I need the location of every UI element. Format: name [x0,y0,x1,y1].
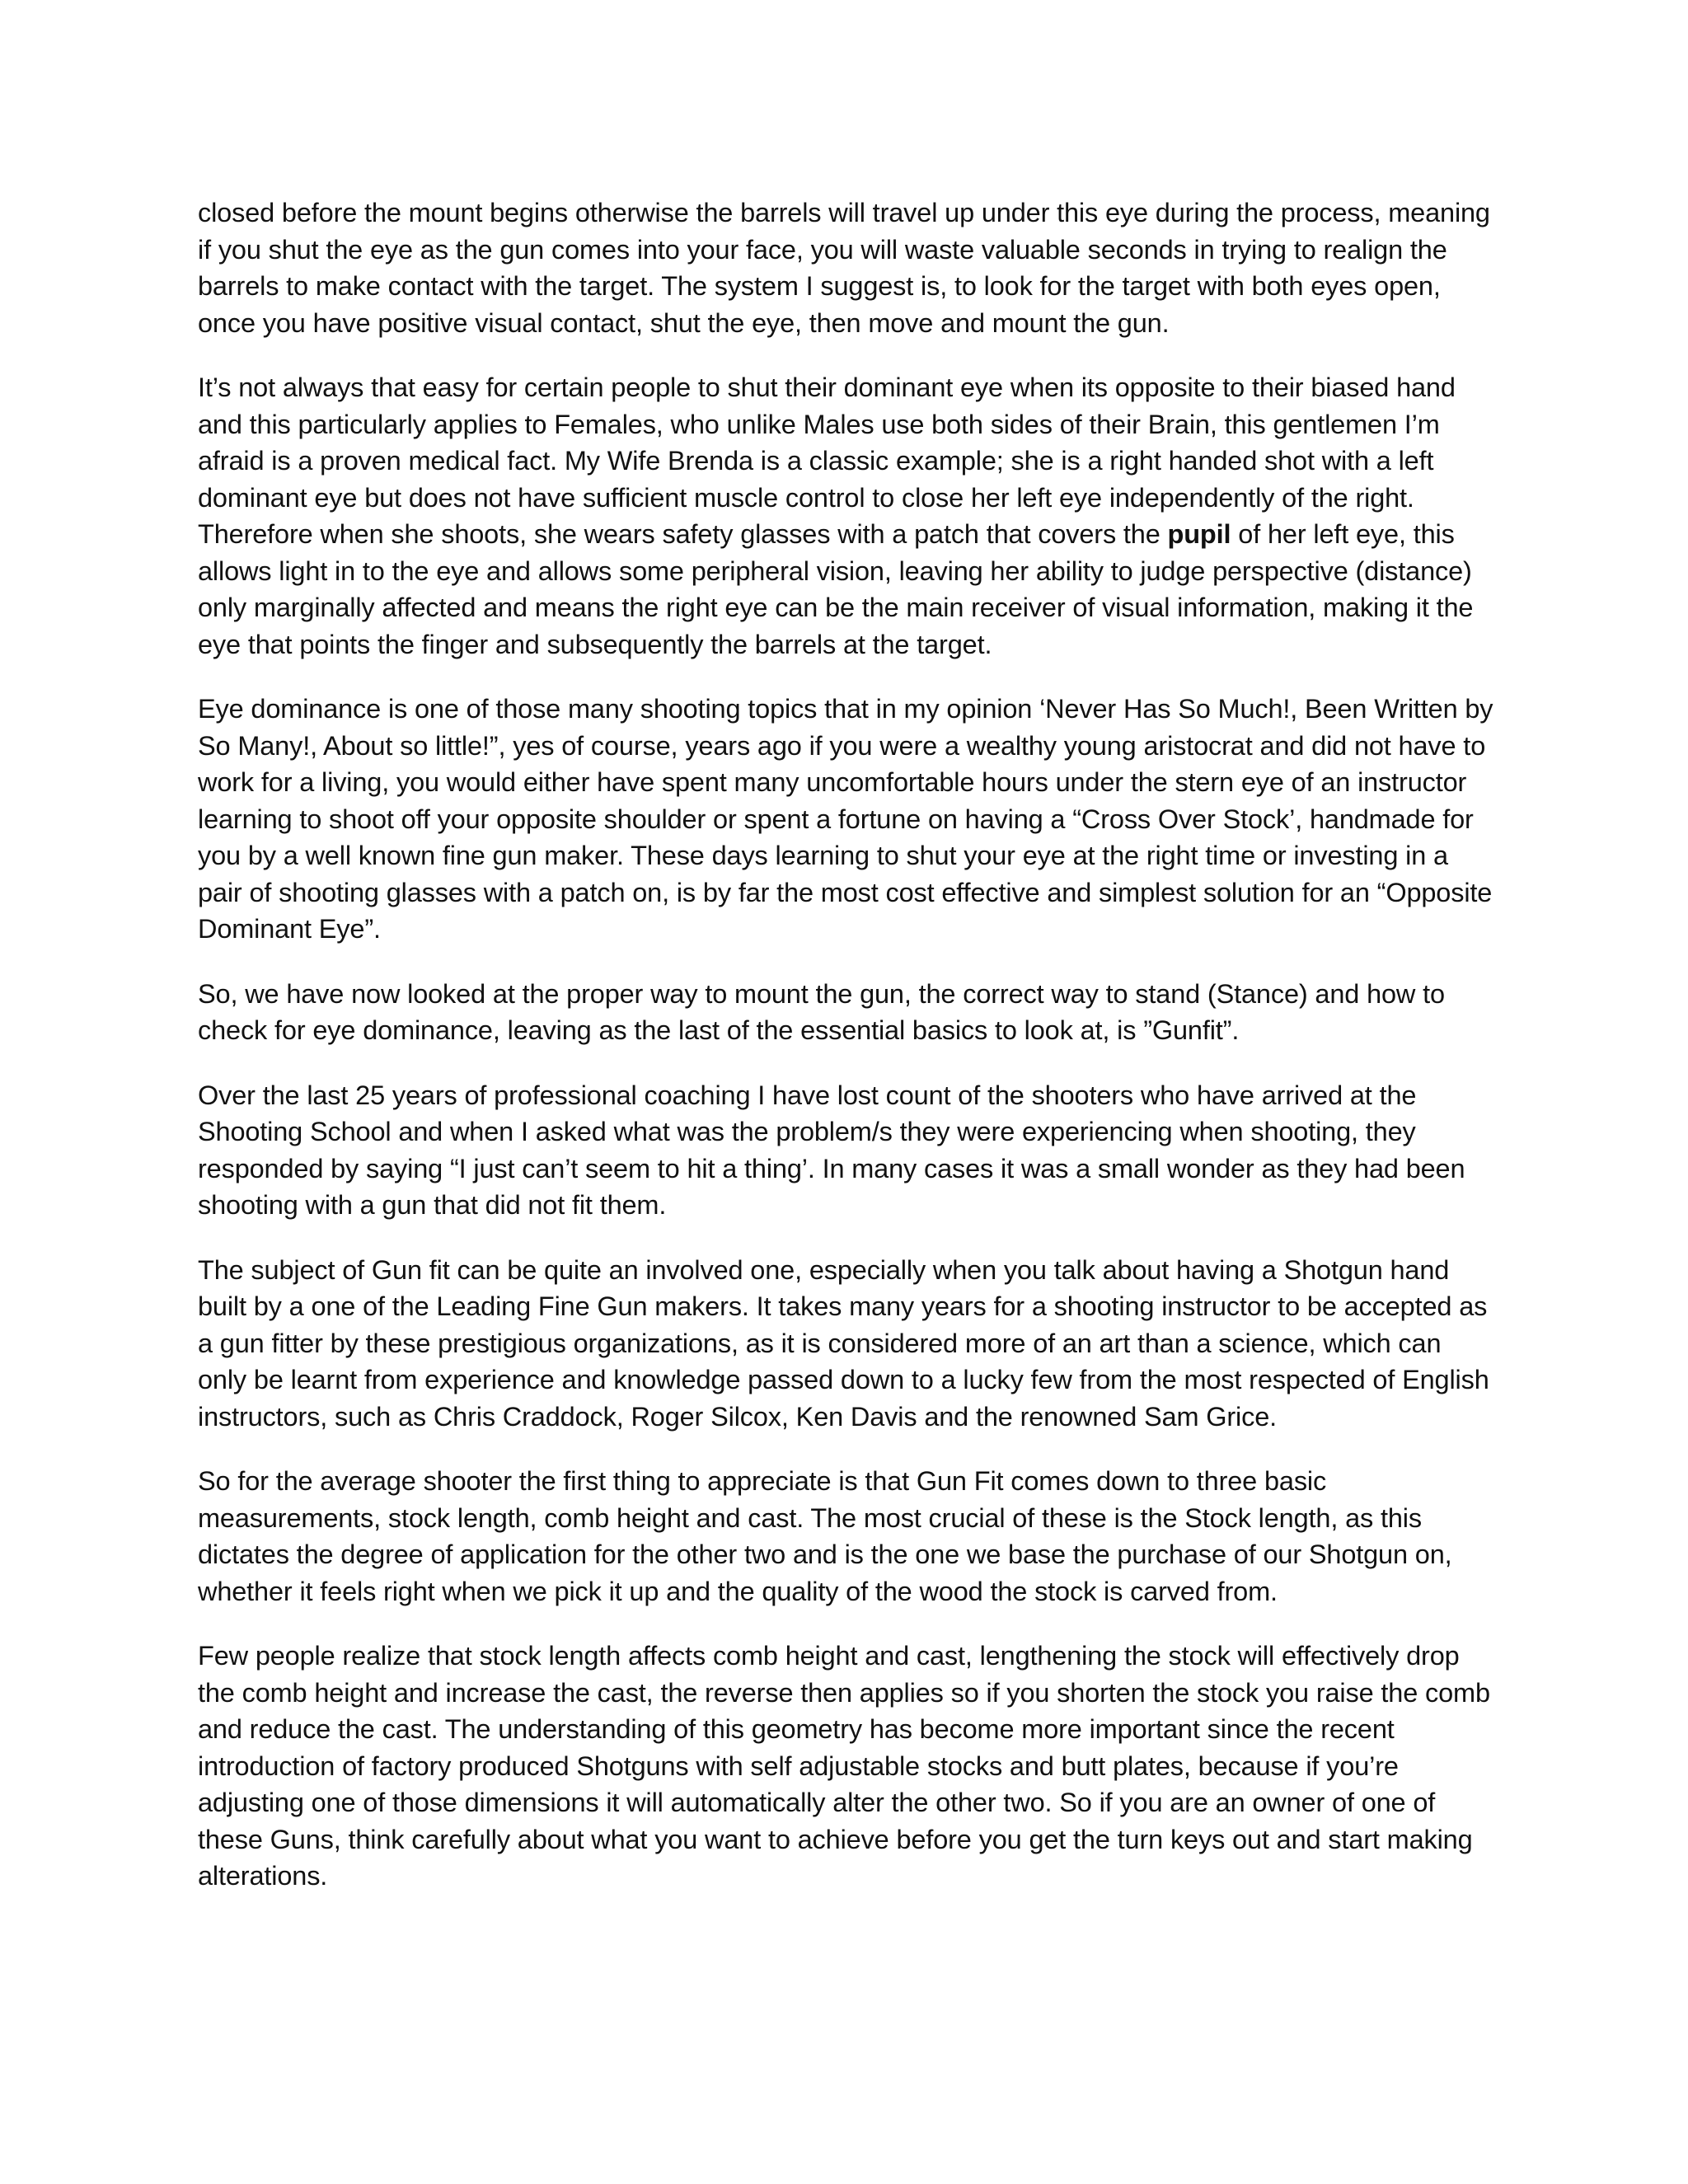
paragraph-stock-length-geometry: Few people realize that stock length affects comb height and cast, lengthening the stock will effectively drop the comb height and increase the cast, the reverse then applies so if you shorten the stock you raise the comb and reduce the cast. The understanding of this geometry has become more important since the recent introduction of factory produced Shotguns with self adjustable stocks and butt plates, because if you’re adjusting one of those dimensions it will automatically alter the other two. So if you are an owner of one of these Guns, think carefully about what you want to achieve before you get the turn keys out and start making alterations. [198,1641,1490,1891]
paragraph-gun-fit-subject: The subject of Gun fit can be quite an involved one, especially when you talk about having a Shotgun hand built by a one of the Leading Fine Gun makers. It takes many years for a shooting instructor to be accepted as a gun fitter by these prestigious organizations, as it is considered more of an art than a science, which can only be learnt from experience and knowledge passed down to a lucky few from the most respected of English instructors, such as Chris Craddock, Roger Silcox, Ken Davis and the renowned Sam Grice. [198,1254,1489,1432]
paragraph-basics-summary: So, we have now looked at the proper way to mount the gun, the correct way to stand (Stance) and how to check for eye dominance, leaving as the last of the essential basics to look at, is ”Gunfit”. [198,978,1445,1045]
paragraph-text-before-bold: It’s not always that easy for certain people to shut their dominant eye when its opposite to their biased hand and this particularly applies to Females, who unlike Males use both sides of their Brain, this gentlemen I’m afraid is a proven medical fact. My Wife Brenda is a classic example; she is a right handed shot with a left dominant eye but does not have sufficient muscle control to close her left eye independently of the right. Therefore when she shoots, she wears safety glasses with a patch that covers the [198,373,1456,549]
paragraph-dominant-eye-females [198,369,1496,663]
document-body [198,194,1496,1895]
bold-term-pupil: pupil [1167,519,1231,549]
paragraph-three-measurements: So for the average shooter the first thing to appreciate is that Gun Fit comes down to three basic measurements, stock length, comb height and cast. The most crucial of these is the Stock length, as this dictates the degree of application for the other two and is the one we base the purchase of our Shotgun on, whether it feels right when we pick it up and the quality of the wood the stock is carved from. [198,1466,1452,1606]
paragraph-mount-timing: closed before the mount begins otherwise the barrels will travel up under this eye during the process, meaning if you shut the eye as the gun comes into your face, you will waste valuable seconds in trying to realign the barrels to make contact with the target. The system I suggest is, to look for the target with both eyes open, once you have positive visual contact, shut the eye, then move and mount the gun. [198,198,1490,338]
paragraph-eye-dominance-history: Eye dominance is one of those many shooting topics that in my opinion ‘Never Has So Much!, Been Written by So Many!, About so little!”, yes of course, years ago if you were a wealthy young aristocrat and did not have to work for a living, you would either have spent many uncomfortable hours under the stern eye of an instructor learning to shoot off your opposite shoulder or spent a fortune on having a “Cross Over Stock’, handmade for you by a well known fine gun maker. These days learning to shut your eye at the right time or investing in a pair of shooting glasses with a patch on, is by far the most cost effective and simplest solution for an “Opposite Dominant Eye”. [198,694,1493,944]
paragraph-coaching-experience: Over the last 25 years of professional coaching I have lost count of the shooters who have arrived at the Shooting School and when I asked what was the problem/s they were experiencing when shooting, they responded by saying “I just can’t seem to hit a thing’. In many cases it was a small wonder as they had been shooting with a gun that did not fit them. [198,1080,1465,1220]
paragraph-text-after-bold: of her left eye, this allows light in to the eye and allows some peripheral vision, leaving her ability to judge perspective (distance) only marginally affected and means the right eye can be the main receiver of visual information, making it the eye that points the finger and subsequently the barrels at the target. [198,519,1474,659]
